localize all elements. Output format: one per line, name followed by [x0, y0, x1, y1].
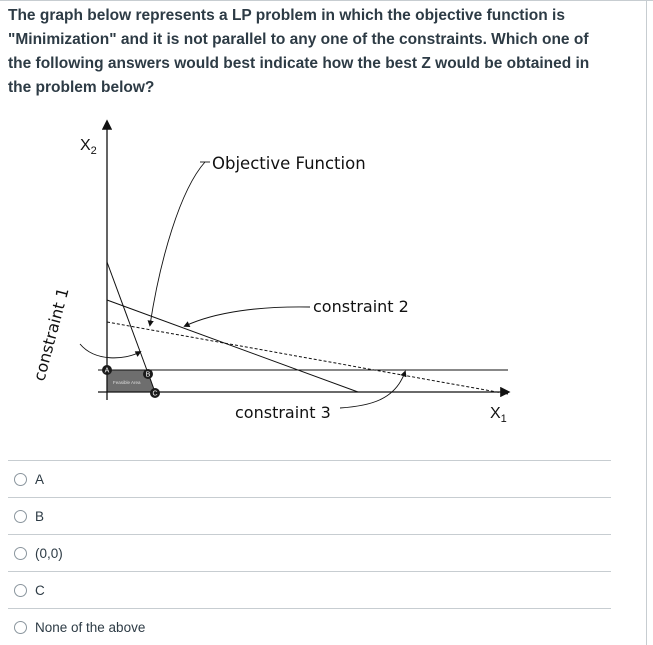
constraint-1-label: constraint 1 — [29, 285, 73, 384]
y-axis-label: $X_2$ — [80, 137, 97, 157]
constraint-2-callout — [185, 307, 310, 326]
constraint-3-callout — [340, 372, 405, 408]
answer-label: None of the above — [35, 619, 146, 635]
frame-right-border — [646, 0, 647, 645]
answer-option-a[interactable] — [8, 460, 611, 497]
point-c-label: C — [152, 390, 158, 398]
frame-top-border — [0, 0, 653, 1]
constraint-2-label: constraint 2 — [313, 297, 409, 316]
answer-label: (0,0) — [35, 545, 63, 561]
radio-button[interactable] — [14, 510, 27, 523]
point-b-label: B — [145, 371, 151, 379]
constraint-3-label: constraint 3 — [235, 403, 331, 422]
x-axis-label: $X_1$ — [490, 405, 507, 425]
radio-button[interactable] — [14, 584, 27, 597]
constraint-1-callout — [80, 344, 140, 358]
feasible-area-label: Feasible Area — [113, 380, 141, 385]
radio-button[interactable] — [14, 621, 27, 634]
answer-option-origin[interactable] — [8, 534, 611, 571]
answer-option-b[interactable] — [8, 497, 611, 534]
question-text: The graph below represents a LP problem in which the objective function is "Minimization" and it is not parallel to any one of the constraints. Which one of the following answers would best indicate how the best Z would be obtained in the problem below? — [8, 7, 590, 96]
lp-graph — [0, 100, 560, 445]
objective-function-line — [104, 322, 508, 394]
answer-label: B — [35, 508, 45, 524]
radio-button[interactable] — [14, 473, 27, 486]
answer-option-none[interactable] — [8, 608, 611, 645]
radio-button[interactable] — [14, 547, 27, 560]
point-a-label: A — [104, 367, 110, 375]
objective-callout — [150, 162, 205, 325]
answer-label: C — [35, 582, 45, 598]
objective-function-label: Objective Function — [212, 154, 366, 173]
answer-label: A — [35, 471, 45, 487]
answer-list — [8, 460, 611, 645]
answer-option-c[interactable] — [8, 571, 611, 608]
